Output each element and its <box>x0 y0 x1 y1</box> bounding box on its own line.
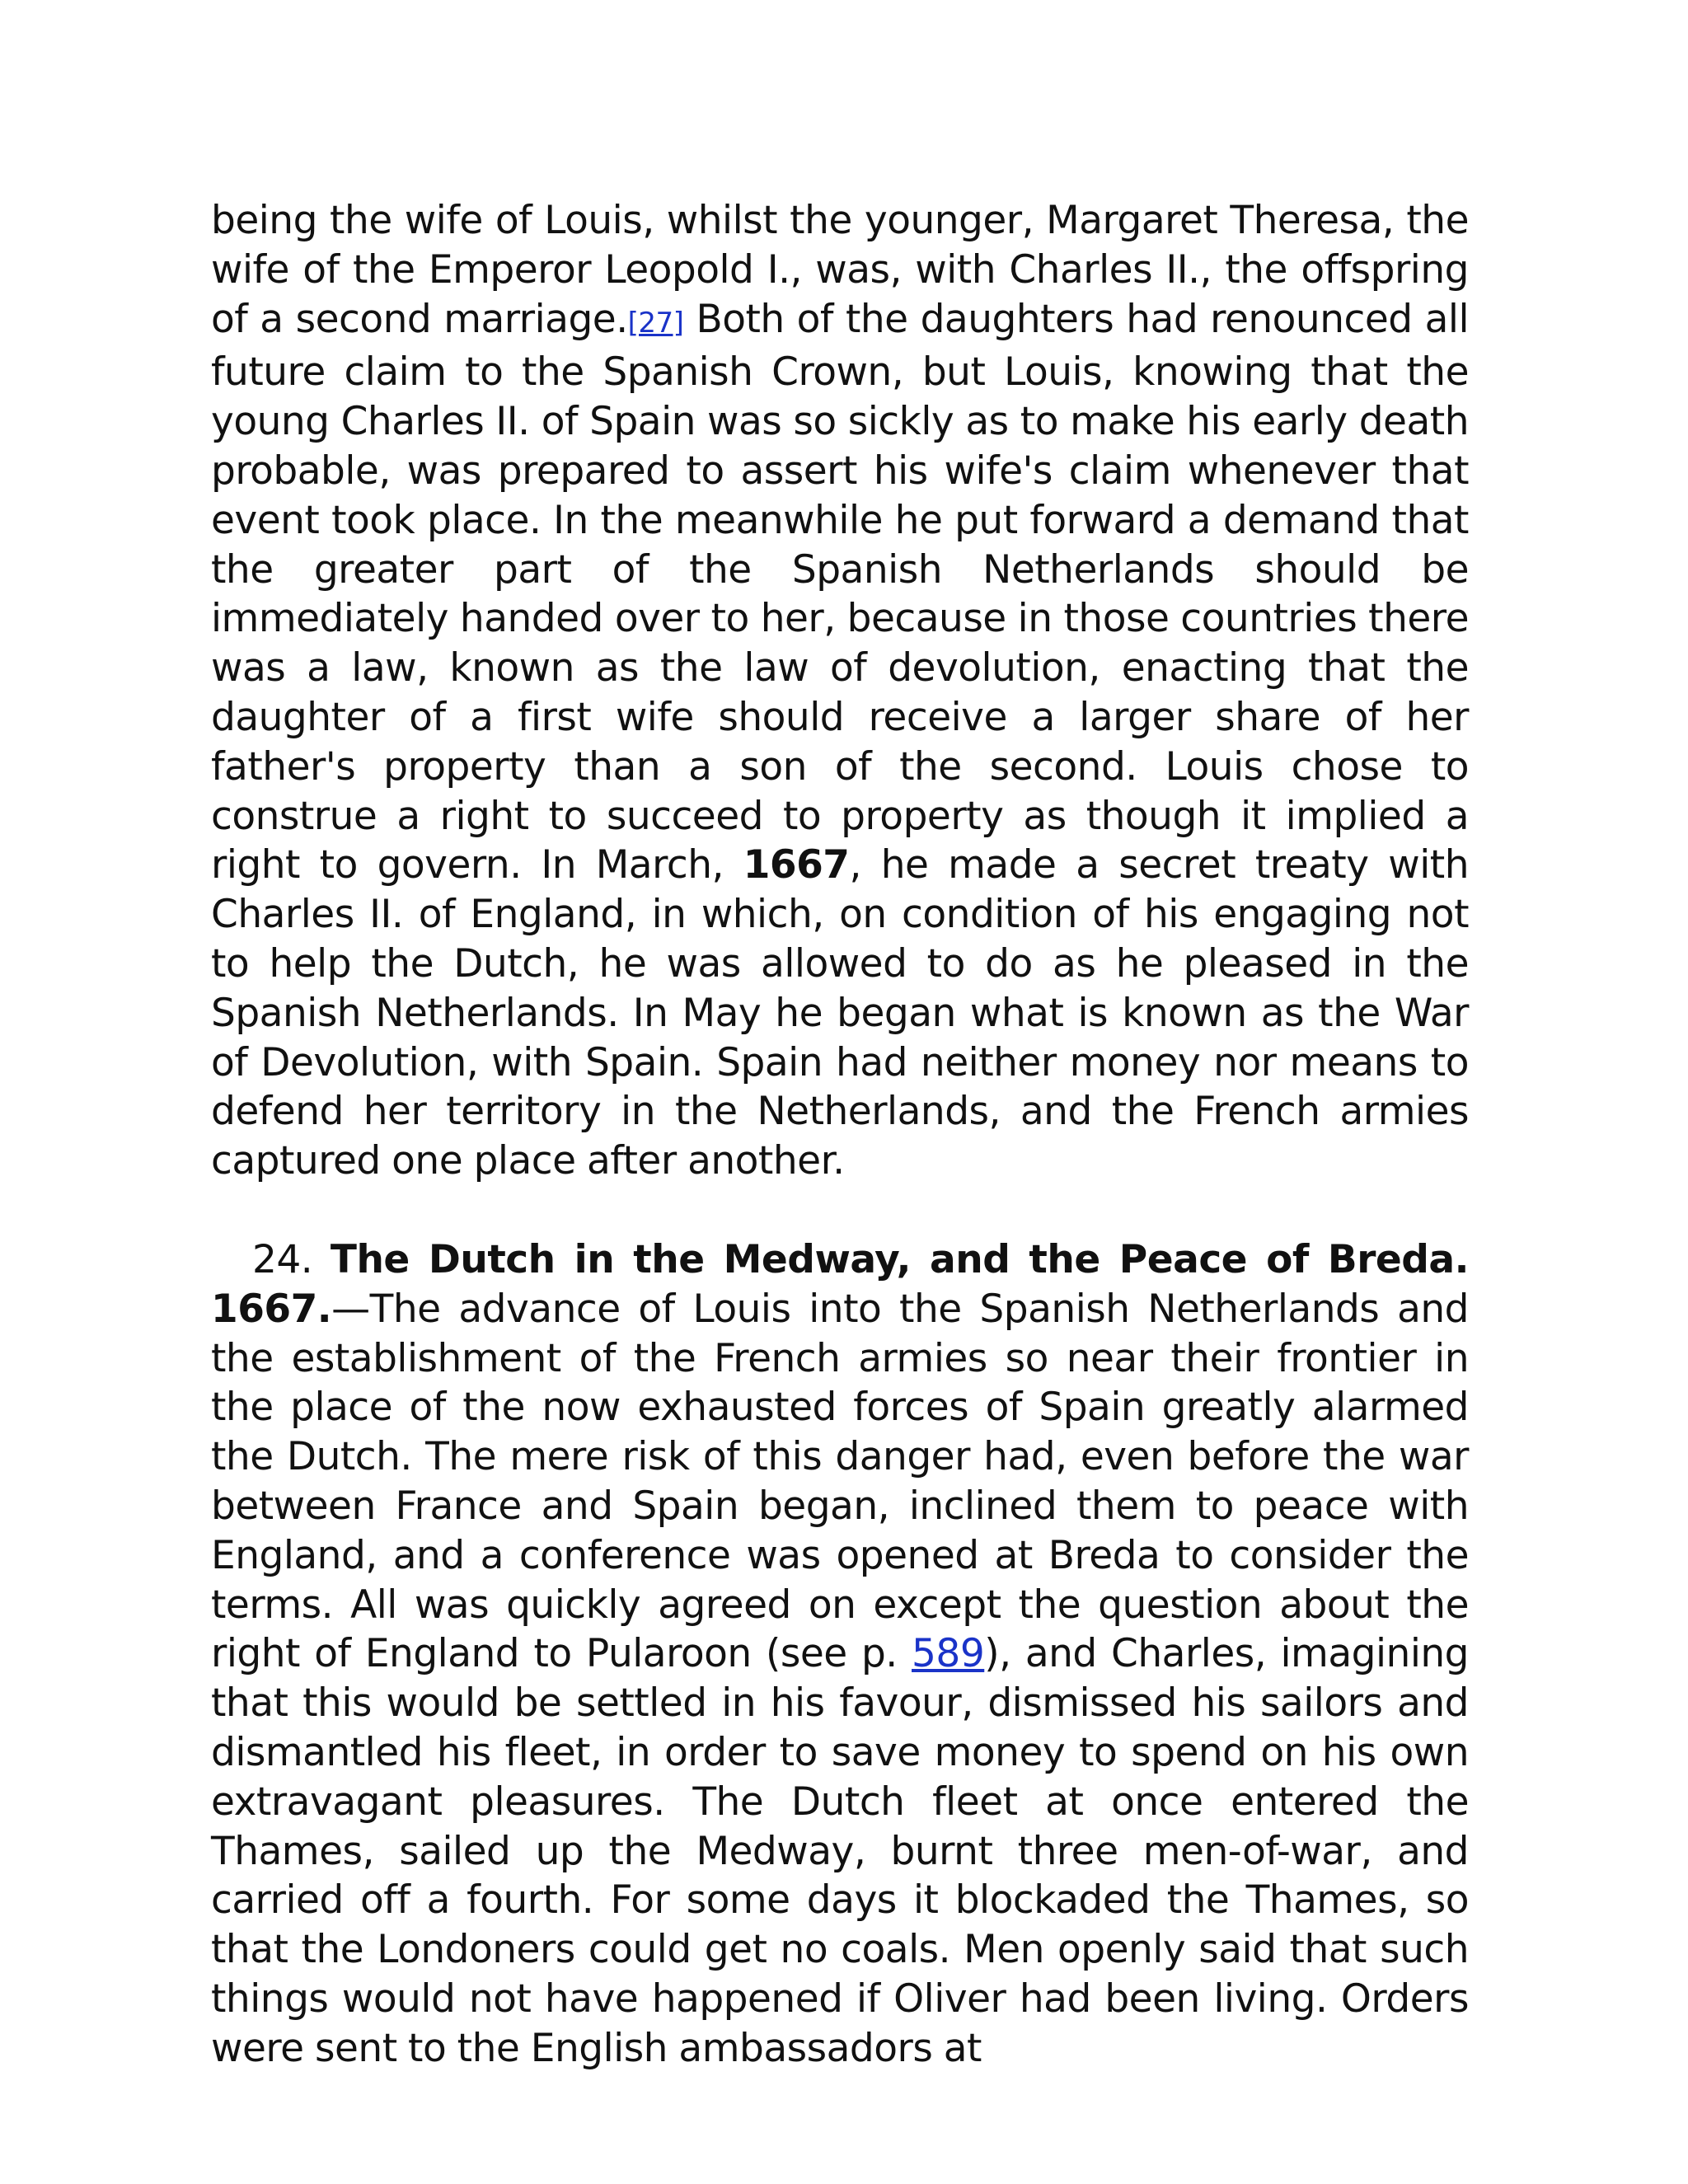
page-body <box>211 196 1469 2073</box>
paragraph-text: ), and Charles, imagining that this would be settled in his favour, dismissed his sailors and dismantled his fleet, in order to save money to spend on his own extravagant pleasures. The Dutch fleet at once entered the Thames, sailed up the Medway, burnt three men-of-war, and carried off a fourth. For some days it blockaded the Thames, so that the Londoners could get no coals. Men openly said that such things would not have happened if Oliver had been living. Orders were sent to the English ambassadors at <box>211 1631 1469 2071</box>
paragraph-text: Both of the daughters had renounced all future claim to the Spanish Crown, but Louis, knowing that the young Charles II. of Spain was so sickly as to make his early death probable, was prepared to assert his wife's claim whenever that event took place. In the meanwhile he put forward a demand that the greater part of the Spanish Netherlands should be immediately handed over to her, because in those countries there was a law, known as the law of devolution, enacting that the daughter of a first wife should receive a larger share of her father's property than a son of the second. Louis chose to construe a right to succeed to property as though it implied a right to govern. In March, <box>211 296 1470 888</box>
paragraph-devolution <box>211 196 1469 1186</box>
paragraph-text: —The advance of Louis into the Spanish Netherlands and the establishment of the French armies so near their frontier in the place of the now exhausted forces of Spain greatly alarmed the Dutch. The mere risk of this danger had, even before the war between France and Spain began, inclined them to peace with England, and a conference was opened at Breda to consider the terms. All was quickly agreed on except the question about the right of England to Pularoon (see p. <box>211 1286 1469 1677</box>
year-bold: 1667 <box>743 842 850 888</box>
paragraph-section-24 <box>211 1235 1469 2074</box>
paragraph-text: , he made a secret treaty with Charles II. of England, in which, on condition of his engaging not to help the Dutch, he was allowed to do as he pleased in the Spanish Netherlands. In May he began what is known as the War of Devolution, with Spain. Spain had neither money nor means to defend her territory in the Netherlands, and the French armies captured one place after another. <box>211 842 1469 1184</box>
footnote-link-27[interactable]: [27] <box>627 306 684 340</box>
paragraph-text: being the wife of Louis, whilst the younger, Margaret Theresa, the wife of the Emperor Leopold I., was, with Charles II., the offspring of a second marriage. <box>211 198 1469 342</box>
page-link-589[interactable]: 589 <box>912 1631 985 1677</box>
section-heading: The Dutch in the Medway, and the Peace of Breda. 1667. <box>211 1236 1469 1332</box>
section-number: 24. <box>252 1236 331 1282</box>
